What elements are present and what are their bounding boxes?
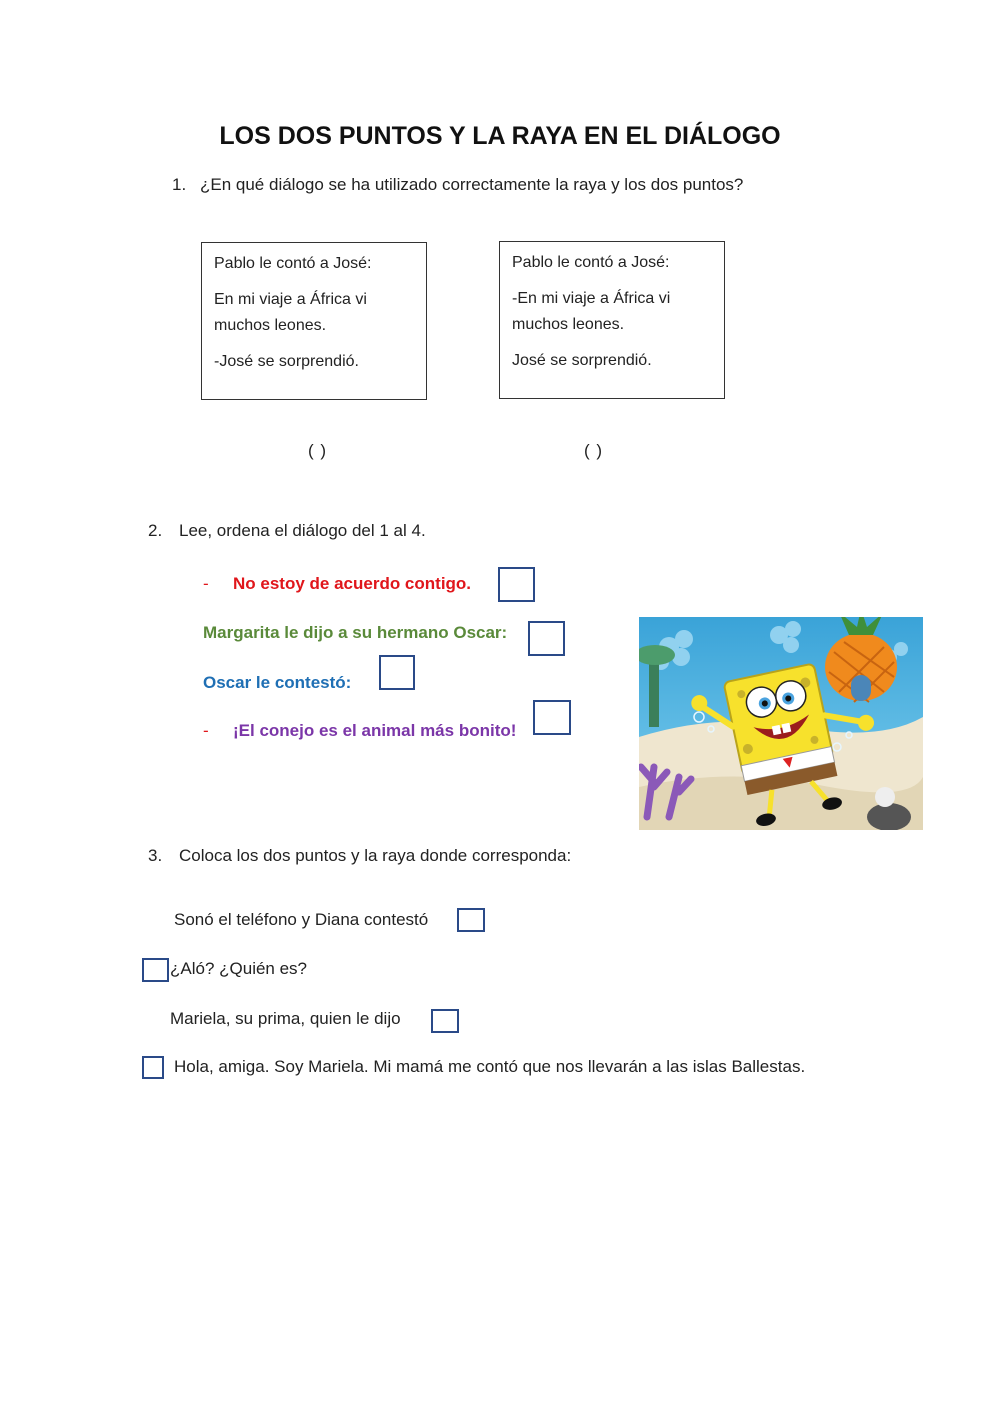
answer-blank-a[interactable]: ( ) — [308, 441, 328, 460]
dialogue-line-2: Margarita le dijo a su hermano Oscar: — [203, 623, 508, 642]
punctuation-box-2[interactable] — [142, 958, 169, 982]
dialogue-option-b — [499, 241, 725, 399]
punctuation-box-4[interactable] — [142, 1056, 164, 1079]
punctuation-box-1[interactable] — [457, 908, 485, 932]
q3-line-4: Hola, amiga. Soy Mariela. Mi mamá me contó que nos llevarán a las islas Ballestas. — [174, 1057, 806, 1076]
q3-line-2: ¿Aló? ¿Quién es? — [170, 959, 308, 978]
answer-blank-b[interactable]: ( ) — [584, 441, 604, 460]
dash-mark: - — [203, 721, 209, 740]
question-3-number: 3. — [148, 846, 163, 865]
question-2-number: 2. — [148, 521, 163, 540]
dialogue-line-4 — [203, 721, 516, 741]
question-2-text: Lee, ordena el diálogo del 1 al 4. — [179, 521, 426, 540]
option-a-line3: -José se sorprendió. — [214, 353, 359, 370]
question-3 — [148, 846, 571, 866]
option-a-line1: Pablo le contó a José: — [214, 255, 372, 272]
dialogue-line-1 — [203, 574, 471, 594]
cartoon-sponge-illustration — [639, 617, 923, 830]
dialogue-line-3: Oscar le contestó: — [203, 673, 352, 692]
option-b-line1: Pablo le contó a José: — [512, 254, 670, 271]
dialogue-line-1-text: No estoy de acuerdo contigo. — [233, 574, 472, 593]
order-box-4[interactable] — [533, 700, 571, 735]
order-box-1[interactable] — [498, 567, 535, 602]
punctuation-box-3[interactable] — [431, 1009, 459, 1033]
question-2 — [148, 521, 426, 541]
option-b-line3: José se sorprendió. — [512, 352, 652, 369]
question-1-text: ¿En qué diálogo se ha utilizado correctamente la raya y los dos puntos? — [200, 175, 744, 194]
question-1 — [172, 175, 743, 195]
question-3-text: Coloca los dos puntos y la raya donde corresponda: — [179, 846, 572, 865]
page-title: LOS DOS PUNTOS Y LA RAYA EN EL DIÁLOGO — [219, 122, 781, 150]
dash-mark: - — [203, 574, 209, 593]
dialogue-option-a — [201, 242, 427, 400]
q3-line-3: Mariela, su prima, quien le dijo — [170, 1009, 401, 1028]
option-b-line2: -En mi viaje a África vi muchos leones. — [512, 290, 671, 333]
question-1-number: 1. — [172, 175, 187, 194]
option-a-line2: En mi viaje a África vi muchos leones. — [214, 291, 367, 334]
order-box-3[interactable] — [379, 655, 415, 690]
order-box-2[interactable] — [528, 621, 565, 656]
q3-line-1: Sonó el teléfono y Diana contestó — [174, 910, 429, 929]
dialogue-line-4-text: ¡El conejo es el animal más bonito! — [233, 721, 517, 740]
